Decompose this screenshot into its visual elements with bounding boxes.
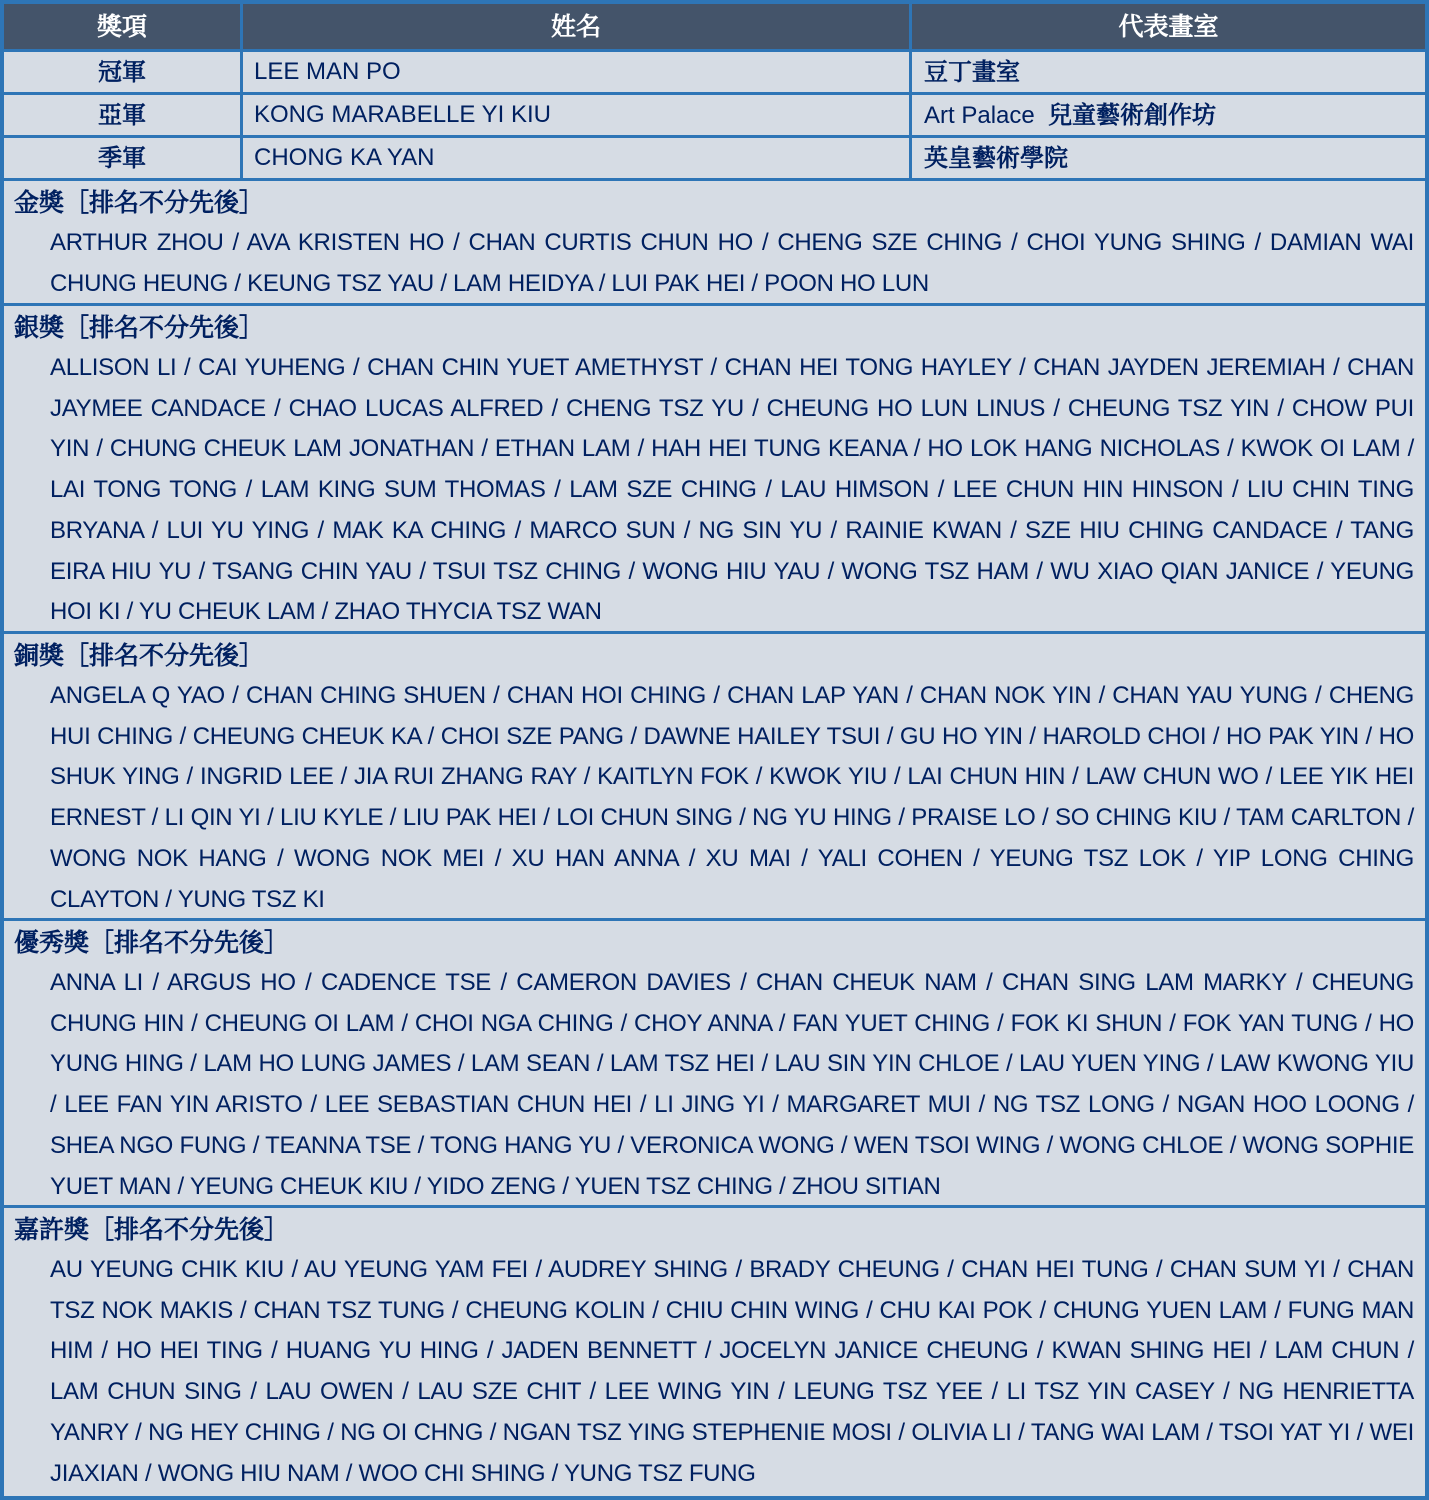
studio-name-zh: 兒童藝術創作坊	[1048, 100, 1217, 129]
header-name: 姓名	[550, 12, 601, 41]
place-label: 亞軍	[98, 100, 146, 129]
winner-row-second-runner-up	[4, 135, 1425, 178]
section-title: 嘉許獎［排名不分先後］	[14, 1215, 290, 1244]
column-divider	[909, 4, 912, 178]
winner-row-champion	[4, 49, 1425, 92]
section-silver	[4, 303, 1425, 631]
awards-table	[4, 4, 1425, 1496]
table-header	[4, 4, 1425, 49]
place-label: 冠軍	[98, 57, 146, 86]
header-award: 獎項	[96, 12, 147, 41]
section-merit	[4, 918, 1425, 1205]
name-list: ANNA LI / ARGUS HO / CADENCE TSE / CAMERON DAVIES / CHAN CHEUK NAM / CHAN SING LAM MARKY / CHEUNG CHUNG HIN / CHEUNG OI LAM / CHOI NGA CHING / CHOY ANNA / FAN YUET CHING / FOK KI SHUN / FOK YAN TUNG / HO YUNG HING / LAM HO LUNG JAMES / LAM SEAN / LAM TSZ HEI / LAU SIN YIN CHLOE / LAU YUEN YING / LAW KWONG YIU / LEE FAN YIN ARISTO / LEE SEBASTIAN CHUN HEI / LI JING YI / MARGARET MUI / NG TSZ LONG / NGAN HOO LOONG / SHEA NGO FUNG / TEANNA TSE / TONG HANG YU / VERONICA WONG / WEN TSOI WING / WONG CHLOE / WONG SOPHIE YUET MAN / YEUNG CHEUK KIU / YIDO ZENG / YUEN TSZ CHING / ZHOU SITIAN	[50, 969, 1414, 1200]
studio-name	[924, 138, 1068, 178]
winner-name: KONG MARABELLE YI KIU	[254, 101, 551, 128]
section-title: 金獎［排名不分先後］	[14, 188, 265, 217]
name-list: ANGELA Q YAO / CHAN CHING SHUEN / CHAN HOI CHING / CHAN LAP YAN / CHAN NOK YIN / CHAN YAU YUNG / CHENG HUI CHING / CHEUNG CHEUK KA / CHOI SZE PANG / DAWNE HAILEY TSUI / GU HO YIN / HAROLD CHOI / HO PAK YIN / HO SHUK YING / INGRID LEE / JIA RUI ZHANG RAY / KAITLYN FOK / KWOK YIU / LAI CHUN HIN / LAW CHUN WO / LEE YIK HEI ERNEST / LI QIN YI / LIU KYLE / LIU PAK HEI / LOI CHUN SING / NG YU HING / PRAISE LO / SO CHING KIU / TAM CARLTON / WONG NOK HANG / WONG NOK MEI / XU HAN ANNA / XU MAI / YALI COHEN / YEUNG TSZ LOK / YIP LONG CHING CLAYTON / YUNG TSZ KI	[50, 682, 1414, 913]
section-bronze	[4, 631, 1425, 918]
studio-name	[924, 95, 1216, 135]
section-title: 銀獎［排名不分先後］	[14, 313, 265, 342]
winner-name: LEE MAN PO	[254, 58, 401, 85]
name-list: AU YEUNG CHIK KIU / AU YEUNG YAM FEI / AUDREY SHING / BRADY CHEUNG / CHAN HEI TUNG / CHAN SUM YI / CHAN TSZ NOK MAKIS / CHAN TSZ TUNG / CHEUNG KOLIN / CHIU CHIN WING / CHU KAI POK / CHUNG YUEN LAM / FUNG MAN HIM / HO HEI TING / HUANG YU HING / JADEN BENNETT / JOCELYN JANICE CHEUNG / KWAN SHING HEI / LAM CHUN / LAM CHUN SING / LAU OWEN / LAU SZE CHIT / LEE WING YIN / LEUNG TSZ YEE / LI TSZ YIN CASEY / NG HENRIETTA YANRY / NG HEY CHING / NG OI CHNG / NGAN TSZ YING STEPHENIE MOSI / OLIVIA LI / TANG WAI LAM / TSOI YAT YI / WEI JIAXIAN / WONG HIU NAM / WOO CHI SHING / YUNG TSZ FUNG	[50, 1256, 1414, 1487]
section-commendation	[4, 1205, 1425, 1499]
studio-name	[924, 52, 1020, 92]
header-studio: 代表畫室	[1118, 12, 1219, 41]
place-label: 季軍	[98, 143, 146, 172]
name-list: ARTHUR ZHOU / AVA KRISTEN HO / CHAN CURTIS CHUN HO / CHENG SZE CHING / CHOI YUNG SHING / DAMIAN WAI CHUNG HEUNG / KEUNG TSZ YAU / LAM HEIDYA / LUI PAK HEI / POON HO LUN	[50, 229, 1414, 297]
winner-row-first-runner-up	[4, 92, 1425, 135]
studio-name-zh: 豆丁畫室	[924, 57, 1020, 86]
section-title: 優秀獎［排名不分先後］	[14, 928, 290, 957]
section-gold	[4, 178, 1425, 303]
winner-name: CHONG KA YAN	[254, 144, 435, 171]
section-title: 銅獎［排名不分先後］	[14, 641, 265, 670]
studio-name-en: Art Palace	[924, 102, 1035, 129]
column-divider	[240, 4, 243, 178]
studio-name-zh: 英皇藝術學院	[924, 143, 1068, 172]
name-list: ALLISON LI / CAI YUHENG / CHAN CHIN YUET AMETHYST / CHAN HEI TONG HAYLEY / CHAN JAYDEN JEREMIAH / CHAN JAYMEE CANDACE / CHAO LUCAS ALFRED / CHENG TSZ YU / CHEUNG HO LUN LINUS / CHEUNG TSZ YIN / CHOW PUI YIN / CHUNG CHEUK LAM JONATHAN / ETHAN LAM / HAH HEI TUNG KEANA / HO LOK HANG NICHOLAS / KWOK OI LAM / LAI TONG TONG / LAM KING SUM THOMAS / LAM SZE CHING / LAU HIMSON / LEE CHUN HIN HINSON / LIU CHIN TING BRYANA / LUI YU YING / MAK KA CHING / MARCO SUN / NG SIN YU / RAINIE KWAN / SZE HIU CHING CANDACE / TANG EIRA HIU YU / TSANG CHIN YAU / TSUI TSZ CHING / WONG HIU YAU / WONG TSZ HAM / WU XIAO QIAN JANICE / YEUNG HOI KI / YU CHEUK LAM / ZHAO THYCIA TSZ WAN	[50, 354, 1414, 626]
